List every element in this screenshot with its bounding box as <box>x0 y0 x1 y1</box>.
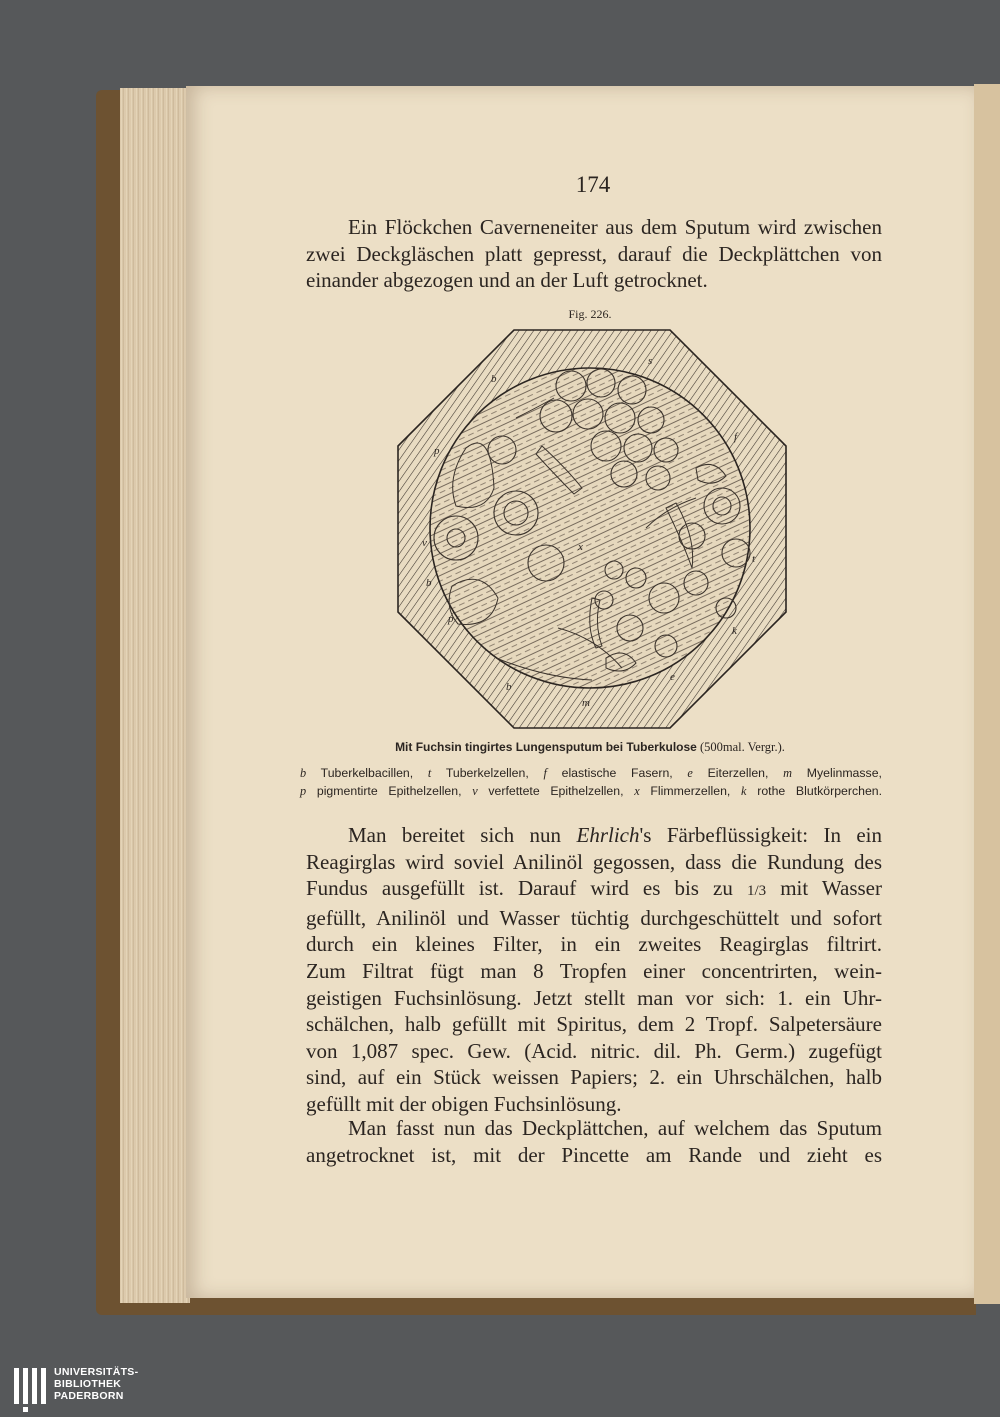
fraction: 1/3 <box>746 883 767 900</box>
legend-key: v <box>472 784 478 798</box>
figure-letter: b <box>506 681 512 693</box>
legend-text: rothe Blutkörperchen. <box>757 784 883 798</box>
figure-letter: m <box>582 697 590 709</box>
caption-title-bold: Mit Fuchsin tingirtes Lungensputum bei Tuberkulose <box>395 740 697 754</box>
legend-key: t <box>427 766 432 780</box>
text-span: mit Wasser <box>780 876 883 901</box>
legend-text: Tuberkelzellen, <box>445 766 529 780</box>
logo-line: PADERBORN <box>54 1390 124 1402</box>
next-page-edge <box>974 84 1000 1304</box>
legend-key: m <box>783 766 793 780</box>
figure-letter: x <box>578 541 583 553</box>
caption-title-rest: (500mal. Vergr.). <box>699 740 785 754</box>
figure-label: Fig. 226. <box>568 307 612 321</box>
legend-text: elastische Fasern, <box>561 766 673 780</box>
legend-text: Tuberkelbacillen, <box>320 766 414 780</box>
figure-letter: b <box>491 373 497 385</box>
text-line: Ein Flöckchen Caverneneiter aus dem Sputum wird zwischen <box>348 215 882 239</box>
figure-caption-title <box>300 740 880 755</box>
text-line <box>306 822 882 849</box>
text-line <box>306 875 882 905</box>
author-name: Ehrlich <box>576 823 640 847</box>
text-line: Reagirglas wird soviel Anilinöl gegossen, dass die Rundung des <box>306 849 882 874</box>
body-paragraph-2 <box>306 822 882 1118</box>
text-line: von 1,087 spec. Gew. (Acid. nitric. dil. Ph. Germ.) zugefügt <box>306 1038 882 1063</box>
library-logo-icon <box>14 1368 48 1412</box>
figure-letter: f <box>734 431 738 443</box>
text-line: sind, auf ein Stück weissen Papiers; 2. ein Uhrschälchen, halb <box>306 1065 882 1090</box>
logo-line: BIBLIOTHEK <box>54 1378 122 1390</box>
figure-letter: k <box>732 625 737 637</box>
caption-legend-line-1 <box>300 766 882 781</box>
legend-text: Flimmerzellen, <box>650 784 731 798</box>
legend-key: e <box>687 766 693 780</box>
figure-letter: p <box>434 445 440 457</box>
text-line: Man fasst nun das Deckplättchen, auf welchem das Sputum <box>348 1116 882 1140</box>
text-line: gefüllt mit der obigen Fuchsinlösung. <box>306 1091 622 1116</box>
text-line: einander abgezogen und an der Luft getrocknet. <box>306 268 708 293</box>
text-line: schälchen, halb gefüllt mit Spiritus, dem 2 Tropf. Salpetersäure <box>306 1012 882 1037</box>
text-line: gefüllt, Anilinöl und Wasser tüchtig durchgeschüttelt und sofort <box>306 905 882 930</box>
intro-paragraph <box>306 214 882 294</box>
figure-letter: p <box>448 613 454 625</box>
page-number: 174 <box>575 172 611 197</box>
text-span: Man bereitet sich nun <box>348 823 562 847</box>
logo-line: UNIVERSITÄTS- <box>54 1366 139 1378</box>
legend-key: f <box>543 766 547 780</box>
figure-letter: s <box>648 355 653 367</box>
page-edges <box>120 88 190 1303</box>
text-line: geistigen Fuchsinlösung. Jetzt stellt man vor sich: 1. ein Uhr- <box>306 985 882 1010</box>
caption-legend-line-2 <box>300 784 882 799</box>
microscope-figure <box>396 328 788 730</box>
text-line: zwei Deckgläschen platt gepresst, darauf die Deckplättchen von <box>306 241 882 266</box>
figure-letter: e <box>670 671 675 683</box>
figure-letter: t <box>752 553 756 565</box>
legend-key: x <box>634 784 640 798</box>
legend-key: p <box>300 784 307 798</box>
text-line: Zum Filtrat fügt man 8 Tropfen einer concentrirten, wein- <box>306 958 882 983</box>
legend-key: k <box>741 784 747 798</box>
text-line: angetrocknet ist, mit der Pincette am Rande und zieht es <box>306 1142 882 1167</box>
legend-text: Eiterzellen, <box>707 766 769 780</box>
text-span: Fundus ausgefüllt ist. Darauf wird es bis zu <box>306 876 733 901</box>
legend-text: pigmentirte Epithelzellen, <box>316 784 462 798</box>
figure-letter: v <box>422 537 427 549</box>
library-logo-text <box>54 1366 138 1402</box>
legend-key: b <box>300 766 307 780</box>
library-logo <box>14 1366 154 1412</box>
legend-text: verfettete Epithelzellen, <box>488 784 624 798</box>
body-paragraph-3 <box>306 1115 882 1168</box>
legend-text: Myelinmasse, <box>806 766 882 780</box>
figure-letter: b <box>426 577 432 589</box>
text-line: durch ein kleines Filter, in ein zweites Reagirglas filtrirt. <box>306 932 882 957</box>
text-span: 's Färbeflüssigkeit: In ein <box>639 823 883 847</box>
